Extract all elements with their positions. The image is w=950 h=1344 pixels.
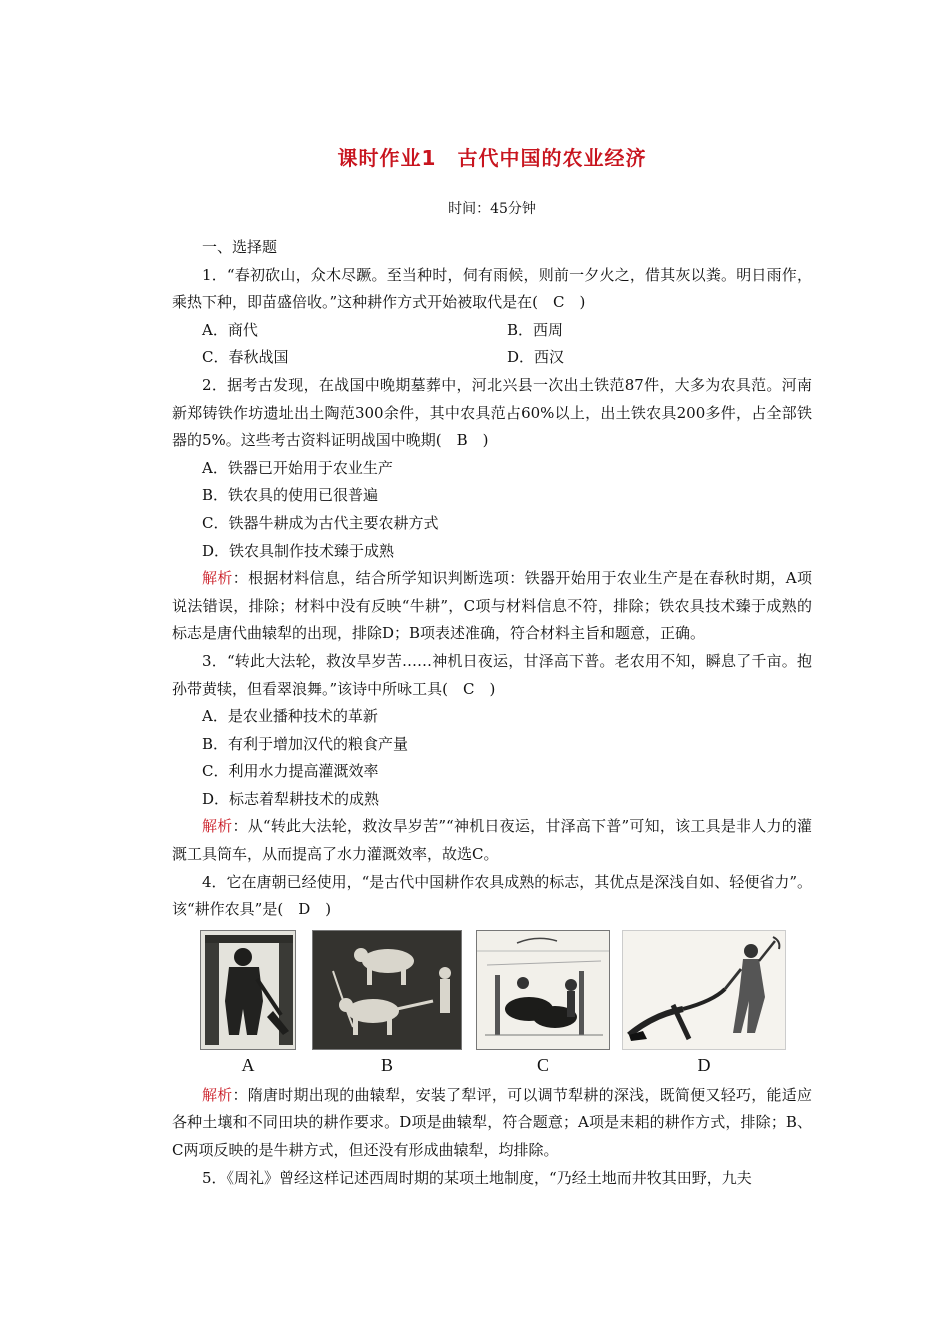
question-2-option-b: B．铁农具的使用已很普遍 <box>202 486 379 505</box>
explanation-text: ：根据材料信息，结合所学知识判断选项：铁器开始用于农业生产是在春秋时期，A项说法错误，排除；材料中没有反映“牛耕”，C项与材料信息不符，排除；铁农具技术臻于成熟的标志是唐代曲辕犁的出现，排除D；B项表述准确，符合材料主旨和题意，正确。 <box>172 569 812 643</box>
question-1-stem: 1．“春初砍山，众木尽蹶。至当种时，伺有雨候，则前一夕火之，借其灰以粪。明日雨作，乘热下种，即苗盛倍收。”这种耕作方式开始被取代是在( C ) <box>172 265 812 312</box>
question-1-option-b: B．西周 <box>507 320 564 339</box>
figure-c-label: C <box>536 1054 549 1075</box>
question-3-option-c: C．利用水力提高灌溉效率 <box>202 762 379 781</box>
question-1-option-c: C．春秋战国 <box>202 348 289 367</box>
question-4-explanation <box>172 1082 812 1165</box>
explanation-label: 解析 <box>202 1085 233 1104</box>
explanation-label: 解析 <box>202 569 233 588</box>
question-2-option-a: A．铁器已开始用于农业生产 <box>202 458 393 477</box>
figure-d <box>622 930 786 1076</box>
figure-a-image <box>200 930 296 1050</box>
question-1-option-d: D．西汉 <box>507 348 565 367</box>
page-title: 课时作业1 古代中国的农业经济 <box>337 146 647 170</box>
question-1-options-row-1 <box>172 317 812 345</box>
question-3-option-b: B．有利于增加汉代的粮食产量 <box>202 734 409 753</box>
question-2-stem: 2．据考古发现，在战国中晚期墓葬中，河北兴县一次出土铁范87件，大多为农具范。河南新郑铸铁作坊遗址出土陶范300余件，其中农具范占60%以上，出土铁农具200多件，占全部铁器的5%。这些考古资料证明战国中晚期( B ) <box>172 375 812 450</box>
figure-d-label: D <box>697 1054 711 1075</box>
time-limit: 时间：45分钟 <box>448 201 536 217</box>
figure-a <box>200 930 296 1076</box>
plowing-figure-illustration <box>201 931 296 1049</box>
ox-field-painting-illustration <box>477 931 610 1049</box>
question-3-explanation <box>172 813 812 868</box>
figure-b <box>312 930 462 1076</box>
figure-b-image <box>312 930 462 1050</box>
question-1-options-row-2 <box>172 344 812 372</box>
question-5-stem: 5．《周礼》曾经这样记述西周时期的某项土地制度，“乃经土地而井牧其田野，九夫 <box>202 1168 752 1187</box>
question-2-option-d: D．铁农具制作技术臻于成熟 <box>202 541 395 560</box>
explanation-label: 解析 <box>202 817 233 836</box>
figure-d-image <box>622 930 786 1050</box>
question-4-figures <box>172 930 812 1078</box>
section-title: 一、选择题 <box>202 238 278 256</box>
explanation-text: ：从“转此大法轮，救汝旱岁苦”“神机日夜运，甘泽高下普”可知，该工具是非人力的灌溉工具筒车，从而提高了水力灌溉效率，故选C。 <box>172 817 812 864</box>
question-3-option-a: A．是农业播种技术的革新 <box>202 707 378 726</box>
question-3-stem: 3．“转此大法轮，救汝旱岁苦……神机日夜运，甘泽高下普。老农用不知，瞬息了千亩。抱孙带黄犊，但看翠浪舞。”该诗中所咏工具( C ) <box>172 651 812 698</box>
question-3-option-d: D．标志着犁耕技术的成熟 <box>202 789 380 808</box>
document-body <box>172 234 812 1192</box>
ox-plowing-relief-illustration <box>313 931 462 1049</box>
question-4-stem: 4．它在唐朝已经使用，“是古代中国耕作农具成熟的标志，其优点是深浅自如、轻便省力”。该“耕作农具”是( D ) <box>172 872 812 919</box>
question-1-option-a: A．商代 <box>202 320 258 339</box>
document-page <box>172 140 812 1192</box>
figure-c <box>476 930 610 1076</box>
figure-b-label: B <box>380 1054 393 1075</box>
explanation-text: ：隋唐时期出现的曲辕犁，安装了犁评，可以调节犁耕的深浅，既简便又轻巧，能适应各种土壤和不同田块的耕作要求。D项是曲辕犁，符合题意；A项是耒耜的耕作方式，排除；B、C两项反映的是牛耕方式，但还没有形成曲辕犁，均排除。 <box>172 1085 812 1160</box>
question-2-explanation <box>172 565 812 648</box>
figure-a-label: A <box>241 1054 255 1075</box>
curved-shaft-plough-illustration <box>623 931 786 1049</box>
question-2-option-c: C．铁器牛耕成为古代主要农耕方式 <box>202 513 439 532</box>
figure-c-image <box>476 930 610 1050</box>
